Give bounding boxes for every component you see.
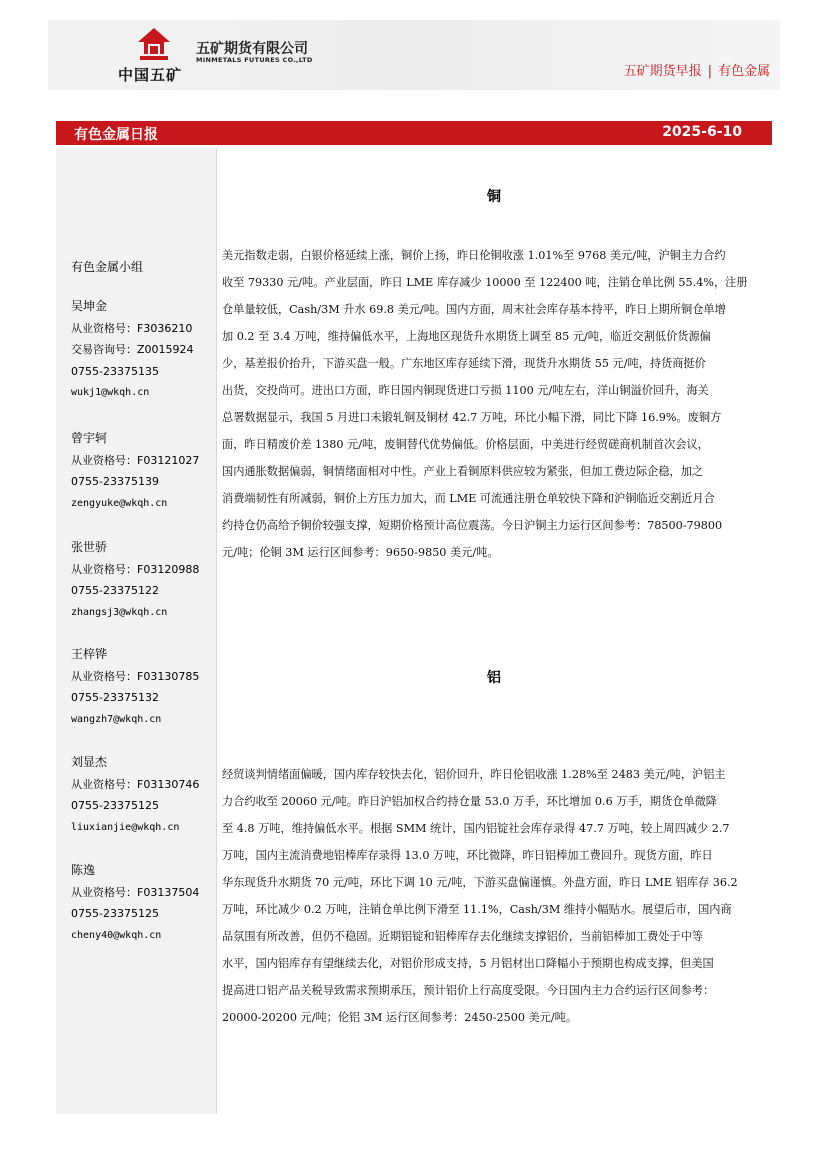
analyst-phone: 0755-23375132 [71, 691, 159, 704]
paragraph-line: 少，基差报价抬升，下游买盘一般。广东地区库存延续下滑，现货升水期货 55 元/吨，持货商挺价 [222, 357, 706, 370]
report-type: 五矿期货早报 [623, 64, 702, 79]
analyst-license: 从业资格号：F03130785 [71, 669, 200, 683]
analyst-phone: 0755-23375135 [71, 364, 159, 378]
analyst-name: 王梓铧 [71, 647, 108, 661]
header-separator: | [707, 64, 712, 79]
paragraph-line: 华东现货升水期货 70 元/吨，环比下调 10 元/吨，下游买盘偏谨慎。外盘方面，昨日 LME 铝库存 36.2 [222, 876, 738, 889]
analyst-phone: 0755-23375125 [71, 799, 159, 812]
analyst-email: zhangsj3@wkqh.cn [71, 606, 168, 618]
analyst-card [71, 428, 199, 514]
analyst-email: wangzh7@wkqh.cn [71, 713, 162, 725]
paragraph-line: 总署数据显示，我国 5 月进口未锻轧铜及铜材 42.7 万吨，环比小幅下滑，同比下降 16.9%。废铜方 [222, 411, 722, 424]
analyst-license: 从业资格号：F3036210 [71, 321, 193, 335]
section-body-aluminum [222, 761, 770, 1031]
paragraph-line: 面，昨日精废价差 1380 元/吨，废铜替代优势偏低。价格层面，中美进行经贸磋商机制首次会议， [222, 438, 709, 451]
analyst-name: 曾宇轲 [71, 431, 108, 445]
analyst-license: 从业资格号：F03120988 [71, 562, 200, 576]
paragraph-line: 品氛围有所改善，但仍不稳固。近期铝锭和铝棒库存去化继续支撑铝价，当前铝棒加工费处于中等 [222, 930, 704, 943]
report-date: 2025-6-10 [662, 124, 742, 140]
analyst-card [71, 752, 199, 838]
report-category: 有色金属 [717, 64, 770, 79]
paragraph-line: 提高进口铝产品关税导致需求预期承压，预计铝价上行高度受限。今日国内主力合约运行区间参考： [222, 984, 715, 997]
paragraph-line: 20000-20200 元/吨；伦铝 3M 运行区间参考：2450-2500 美元/吨。 [222, 1011, 578, 1024]
analyst-email: liuxianjie@wkqh.cn [71, 821, 180, 833]
title-bar [56, 121, 772, 145]
analyst-phone: 0755-23375139 [71, 475, 159, 488]
paragraph-line: 万吨，环比减少 0.2 万吨，注销仓单比例下滑至 11.1%，Cash/3M 维持小幅贴水。展望后市，国内商 [222, 903, 732, 916]
report-label [624, 60, 770, 79]
paragraph-line: 元/吨；伦铜 3M 运行区间参考：9650-9850 美元/吨。 [222, 546, 499, 559]
paragraph-line: 消费端韧性有所减弱，铜价上方压力加大，而 LME 可流通注册仓单较快下降和沪铜临近交割近月合 [222, 492, 715, 505]
analyst-license: 从业资格号：F03137504 [71, 885, 200, 899]
report-title: 有色金属日报 [74, 127, 158, 143]
analyst-consult-license: 交易咨询号：Z0015924 [71, 343, 194, 356]
group-name: 有色金属小组 [71, 260, 144, 274]
analyst-name: 陈逸 [71, 863, 96, 877]
company-logo [112, 24, 322, 84]
paragraph-line: 收至 79330 元/吨。产业层面，昨日 LME 库存减少 10000 至 122400 吨，注销仓单比例 55.4%，注册 [222, 276, 748, 289]
paragraph-line: 美元指数走弱，白银价格延续上涨，铜价上扬，昨日伦铜收涨 1.01%至 9768 美元/吨，沪铜主力合约 [222, 249, 726, 262]
section-body-copper [222, 242, 770, 566]
paragraph-line: 国内通胀数据偏弱，铜情绪面相对中性。产业上看铜原料供应较为紧张，但加工费边际企稳，加之 [222, 465, 704, 478]
analyst-name: 吴坤金 [71, 299, 108, 313]
analyst-phone: 0755-23375125 [71, 907, 159, 920]
analyst-card [71, 296, 194, 404]
sidebar [56, 148, 217, 1114]
analyst-card [71, 860, 199, 946]
paragraph-line: 万吨，国内主流消费地铝棒库存录得 13.0 万吨，环比微降，昨日铝棒加工费回升。现货方面，昨日 [222, 849, 713, 862]
company-name-en: MINMETALS FUTURES CO.,LTD [196, 56, 313, 64]
analyst-card [71, 644, 199, 730]
analyst-email: cheny40@wkqh.cn [71, 929, 162, 941]
analyst-name: 张世骄 [71, 540, 108, 554]
paragraph-line: 仓单量较低，Cash/3M 升水 69.8 美元/吨。国内方面，周末社会库存基本持平，昨日上期所铜仓单增 [222, 303, 726, 316]
paragraph-line: 力合约收至 20060 元/吨。昨日沪铝加权合约持仓量 53.0 万手，环比增加 0.6 万手，期货仓单微降 [222, 795, 717, 808]
company-name-cn: 五矿期货有限公司 [196, 41, 308, 57]
section-title-copper: 铜 [487, 189, 501, 205]
analyst-license: 从业资格号：F03121027 [71, 453, 200, 467]
paragraph-line: 出货，交投尚可。进出口方面，昨日国内铜现货进口亏损 1100 元/吨左右，洋山铜溢价回升，海关 [222, 384, 709, 397]
analyst-phone: 0755-23375122 [71, 584, 159, 597]
paragraph-line: 至 4.8 万吨，维持偏低水平。根据 SMM 统计，国内铝锭社会库存录得 47.7 万吨，较上周四减少 2.7 [222, 822, 730, 835]
analyst-name: 刘显杰 [71, 755, 108, 769]
analyst-card [71, 537, 199, 623]
analyst-email: zengyuke@wkqh.cn [71, 497, 168, 509]
section-title-aluminum: 铝 [487, 670, 501, 686]
analyst-email: wukj1@wkqh.cn [71, 387, 150, 398]
paragraph-line: 经贸谈判情绪面偏暖，国内库存较快去化，铝价回升，昨日伦铝收涨 1.28%至 2483 美元/吨，沪铝主 [222, 768, 726, 781]
paragraph-line: 约持仓仍高给予铜价较强支撑，短期价格预计高位震荡。今日沪铜主力运行区间参考：78500-79800 [222, 519, 723, 532]
minmetals-logo-icon [134, 26, 174, 62]
paragraph-line: 水平，国内铝库存有望继续去化，对铝价形成支持，5 月铝材出口降幅小于预期也构成支撑，但美国 [222, 957, 714, 970]
logo-chinese-name: 中国五矿 [118, 66, 183, 84]
paragraph-line: 加 0.2 至 3.4 万吨，维持偏低水平，上海地区现货升水期货上调至 85 元/吨，临近交割低价货源偏 [222, 330, 711, 343]
analyst-license: 从业资格号：F03130746 [71, 777, 200, 791]
